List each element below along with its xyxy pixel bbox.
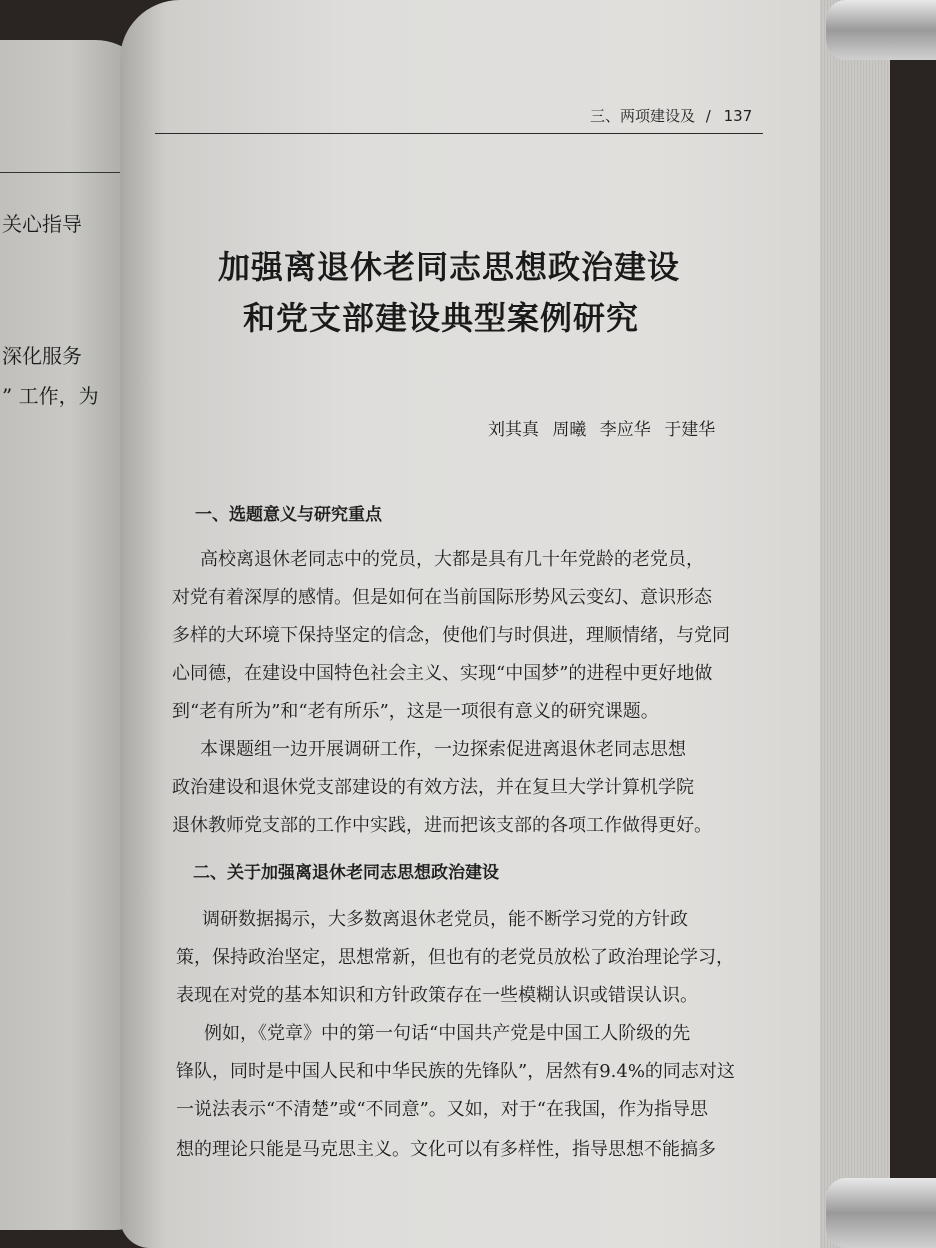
body-line: 到“老有所为”和“老有所乐”，这是一项很有意义的研究课题。 — [172, 701, 659, 722]
body-line: 表现在对党的基本知识和方针政策存在一些模糊认识或错误认识。 — [176, 985, 698, 1006]
binder-clip-top — [826, 0, 936, 60]
article-title-line-1: 加强离退休老同志思想政治建设 — [218, 248, 681, 286]
body-line: 心同德，在建设中国特色社会主义、实现“中国梦”的进程中更好地做 — [172, 663, 713, 684]
left-page-line: 深化服务 — [2, 344, 82, 368]
header-rule — [155, 133, 763, 134]
body-line: 退休教师党支部的工作中实践，进而把该支部的各项工作做得更好。 — [172, 815, 712, 836]
body-line: 调研数据揭示，大多数离退休老党员，能不断学习党的方针政 — [202, 909, 688, 930]
header-separator: / — [705, 107, 711, 125]
page-stack-edge — [820, 0, 890, 1248]
binder-clip-bottom — [826, 1178, 936, 1248]
body-line: 想的理论只能是马克思主义。文化可以有多样性，指导思想不能搞多 — [176, 1139, 716, 1160]
body-line: 本课题组一边开展调研工作，一边探索促进离退休老同志思想 — [200, 739, 686, 760]
body-line: 一说法表示“不清楚”或“不同意”。又如，对于“在我国，作为指导思 — [176, 1099, 709, 1120]
page-number: 137 — [723, 107, 753, 125]
left-page-line: ” 工作，为 — [2, 384, 99, 408]
section-2-heading: 二、关于加强离退休老同志思想政治建设 — [193, 863, 499, 883]
section-1-heading: 一、选题意义与研究重点 — [195, 505, 382, 525]
body-line: 对党有着深厚的感情。但是如何在当前国际形势风云变幻、意识形态 — [172, 587, 712, 608]
body-line: 政治建设和退休党支部建设的有效方法，并在复旦大学计算机学院 — [172, 777, 694, 798]
body-line: 高校离退休老同志中的党员，大都是具有几十年党龄的老党员， — [200, 549, 704, 570]
article-title-line-2: 和党支部建设典型案例研究 — [243, 299, 640, 337]
body-line: 锋队，同时是中国人民和中华民族的先锋队”，居然有9.4%的同志对这 — [176, 1061, 735, 1082]
header-section: 三、两项建设及 — [590, 107, 696, 125]
left-page-line: 关心指导 — [2, 212, 82, 236]
running-header — [590, 105, 752, 126]
article-authors: 刘其真 周曦 李应华 于建华 — [488, 420, 716, 440]
body-line: 策，保持政治坚定，思想常新，但也有的老党员放松了政治理论学习， — [176, 947, 734, 968]
body-line: 例如，《党章》中的第一句话“中国共产党是中国工人阶级的先 — [204, 1023, 691, 1044]
body-line: 多样的大环境下保持坚定的信念，使他们与时俱进，理顺情绪，与党同 — [172, 625, 730, 646]
